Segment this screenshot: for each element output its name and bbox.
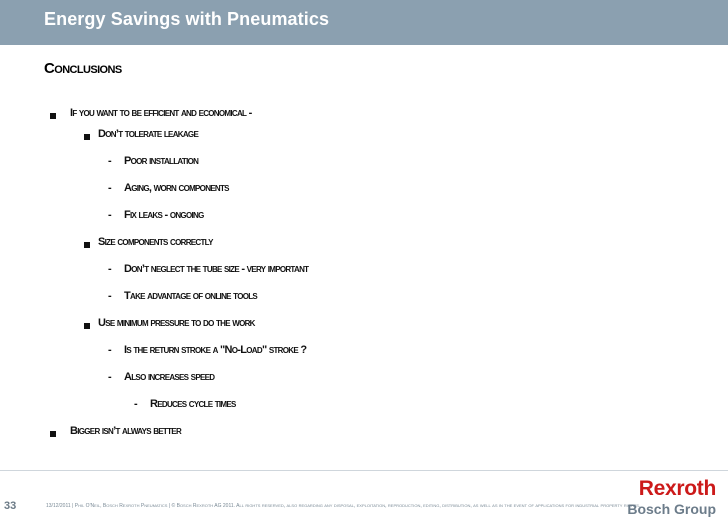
- bullet-item: Use minimum pressure to do the work: [98, 317, 255, 329]
- bullet-item: Don’t tolerate leakage: [98, 128, 199, 140]
- bullet-item: If you want to be efficient and economical -: [70, 107, 252, 119]
- logo-brand: Rexroth: [638, 477, 716, 500]
- dash-bullet-icon: -: [108, 371, 112, 383]
- bullet-item: Bigger isn’t always better: [70, 425, 182, 437]
- dash-bullet-icon: -: [108, 263, 112, 275]
- bullet-item: Don’t neglect the tube size - very important: [124, 263, 309, 275]
- dash-bullet-icon: -: [108, 209, 112, 221]
- page-number: 33: [4, 500, 17, 512]
- dash-bullet-icon: -: [134, 398, 138, 410]
- dash-bullet-icon: -: [108, 182, 112, 194]
- footer-divider: [0, 470, 728, 471]
- bullet-item: Fix leaks - ongoing: [124, 209, 204, 221]
- bullet-item: Aging, worn components: [124, 182, 229, 194]
- footer-legal-text: 13/12/2011 | Phil O'Neil, Bosch Rexroth Pneumatics | © Bosch Rexroth AG 2011. All rights reserved, also regarding any disposal, exploitation, reproduction, editing, distribution, as well as in the event of applications for industrial property rights.: [46, 503, 641, 509]
- company-logo: [612, 478, 716, 517]
- dash-bullet-icon: -: [108, 155, 112, 167]
- bullet-item: Poor installation: [124, 155, 199, 167]
- bullet-item: Is the return stroke a "No-Load" stroke ?: [124, 344, 307, 356]
- square-bullet-icon: [50, 113, 56, 119]
- logo-group: Bosch Group: [627, 501, 716, 517]
- bullet-item: Take advantage of online tools: [124, 290, 258, 302]
- square-bullet-icon: [84, 134, 90, 140]
- dash-bullet-icon: -: [108, 344, 112, 356]
- bullet-item: Size components correctly: [98, 236, 213, 248]
- bullet-item: Reduces cycle times: [150, 398, 236, 410]
- square-bullet-icon: [84, 242, 90, 248]
- bullet-item: Also increases speed: [124, 371, 215, 383]
- slide-title: Energy Savings with Pneumatics: [44, 9, 330, 29]
- square-bullet-icon: [50, 431, 56, 437]
- dash-bullet-icon: -: [108, 290, 112, 302]
- square-bullet-icon: [84, 323, 90, 329]
- section-heading: Conclusions: [44, 60, 122, 77]
